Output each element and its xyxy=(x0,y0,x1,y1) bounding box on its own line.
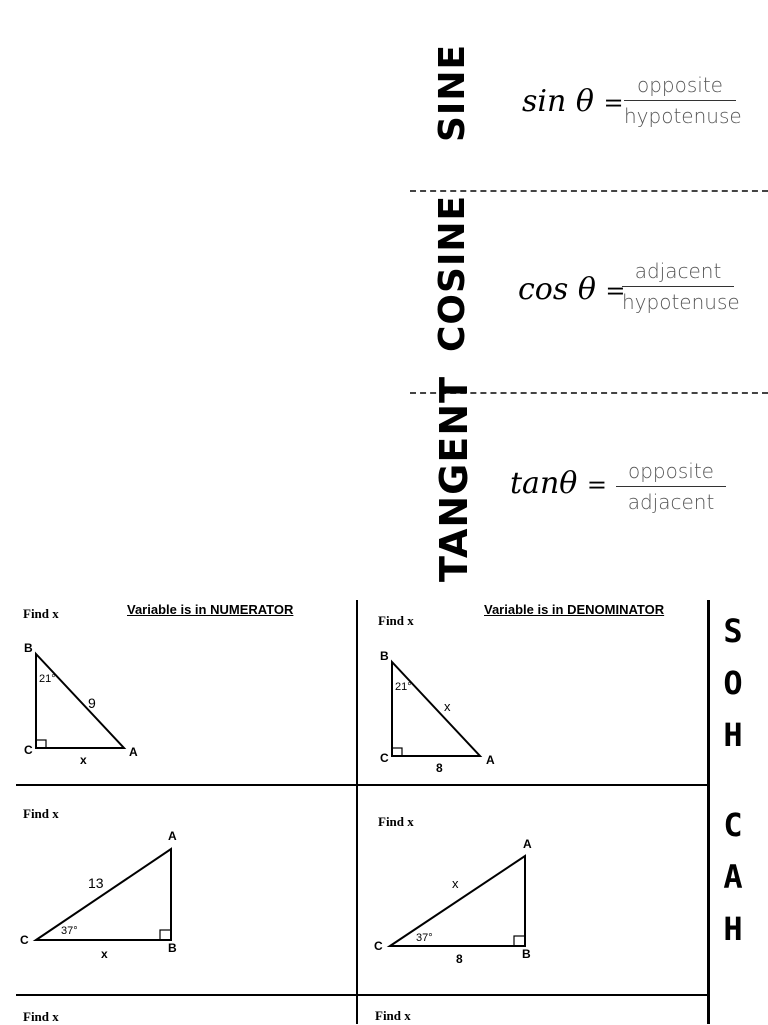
find-x-5: Find x xyxy=(23,1009,59,1024)
numerator-header: Variable is in NUMERATOR xyxy=(127,602,294,617)
divider-1 xyxy=(410,190,768,192)
p2-vertex-b: B xyxy=(380,649,389,663)
p1-vertex-c: C xyxy=(24,743,33,757)
find-x-4: Find x xyxy=(378,814,414,829)
p2-vertex-c: C xyxy=(380,751,389,765)
find-x-3: Find x xyxy=(23,806,59,821)
p3-vertex-a: A xyxy=(168,829,177,843)
tangent-function xyxy=(510,466,607,501)
p2-vertex-a: A xyxy=(486,753,495,767)
triangle-problem-4 xyxy=(370,832,550,972)
tangent-numerator: opposite xyxy=(616,458,726,487)
p4-angle: 37° xyxy=(416,932,433,944)
cosine-equals: = xyxy=(605,277,626,305)
sine-numerator: opposite xyxy=(624,72,736,101)
p2-hyp: x xyxy=(444,699,451,714)
p4-hyp: x xyxy=(452,876,459,891)
sine-fraction xyxy=(624,72,742,129)
find-x-2: Find x xyxy=(378,613,414,628)
p2-angle: 21° xyxy=(395,681,412,693)
sine-equals: = xyxy=(603,89,624,117)
tangent-fraction xyxy=(616,458,726,515)
tangent-theta: θ xyxy=(559,466,578,501)
tangent-fn-name: tan xyxy=(510,466,560,501)
mnemonic-letter-s: S xyxy=(723,612,743,650)
grid-center-line xyxy=(356,600,358,1024)
mnemonic-letter-a: A xyxy=(723,858,743,896)
mnemonic-letter-h2: H xyxy=(723,910,743,948)
p1-angle: 21° xyxy=(39,673,56,685)
p4-vertex-b: B xyxy=(522,947,531,961)
cosine-theta: θ xyxy=(577,272,596,307)
p1-hyp: 9 xyxy=(88,695,96,711)
sine-fn-name: sin xyxy=(522,84,567,119)
cosine-numerator: adjacent xyxy=(622,258,734,287)
tangent-label: TANGENT xyxy=(432,375,476,582)
grid-row-line-2 xyxy=(16,994,708,996)
sine-function xyxy=(522,84,624,119)
p1-base: x xyxy=(80,753,87,767)
denominator-header: Variable is in DENOMINATOR xyxy=(484,602,665,617)
sine-theta: θ xyxy=(575,84,594,119)
grid-row-line-1 xyxy=(16,784,708,786)
tangent-denominator: adjacent xyxy=(627,490,715,514)
mnemonic-letter-h: H xyxy=(723,716,743,754)
find-x-6: Find x xyxy=(375,1008,411,1023)
p3-vertex-b: B xyxy=(168,941,177,955)
p3-base: x xyxy=(101,947,108,961)
p2-base: 8 xyxy=(436,761,443,775)
p1-vertex-b: B xyxy=(24,641,33,655)
find-x-1: Find x xyxy=(23,606,59,621)
p4-vertex-c: C xyxy=(374,939,383,953)
cosine-function xyxy=(518,272,626,307)
cosine-label: COSINE xyxy=(432,194,473,352)
cosine-fraction xyxy=(622,258,740,315)
sine-label: SINE xyxy=(432,43,473,142)
mnemonic-letter-o: O xyxy=(723,664,743,702)
p1-vertex-a: A xyxy=(129,745,138,759)
p3-angle: 37° xyxy=(61,925,78,937)
triangle-problem-1 xyxy=(16,636,156,770)
triangle-problem-2 xyxy=(372,644,512,778)
tangent-equals: = xyxy=(586,471,607,499)
p3-vertex-c: C xyxy=(20,933,29,947)
p4-vertex-a: A xyxy=(523,837,532,851)
p4-base: 8 xyxy=(456,952,463,966)
mnemonic-letter-c: C xyxy=(723,806,743,844)
sine-denominator: hypotenuse xyxy=(624,104,742,128)
p3-hyp: 13 xyxy=(88,875,104,891)
triangle-problem-3 xyxy=(16,824,196,964)
cosine-denominator: hypotenuse xyxy=(622,290,740,314)
cosine-fn-name: cos xyxy=(518,272,569,307)
